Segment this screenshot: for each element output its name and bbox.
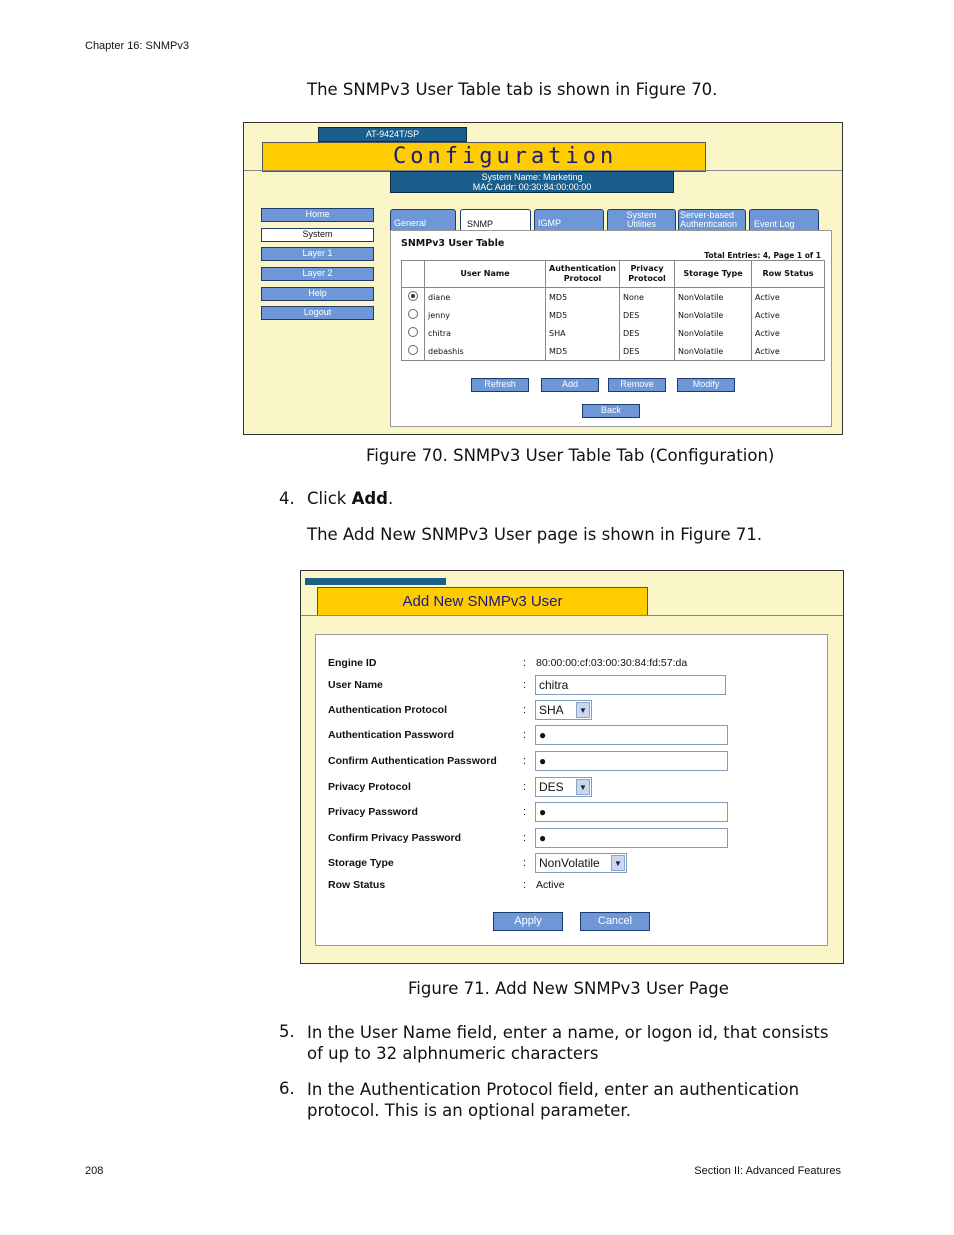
tab-server-auth-label: Server-based Authentication xyxy=(680,210,738,229)
nav-layer1-button[interactable]: Layer 1 xyxy=(261,247,374,261)
radio-button-icon[interactable] xyxy=(408,309,418,319)
nav-home-button[interactable]: Home xyxy=(261,208,374,222)
table-title: SNMPv3 User Table xyxy=(401,238,505,249)
tab-system-utilities-label: System Utilities xyxy=(626,210,657,229)
colon: : xyxy=(523,657,527,669)
col-storage-type: Storage Type xyxy=(675,261,752,288)
modify-button[interactable]: Modify xyxy=(677,378,735,392)
nav-layer2-button[interactable]: Layer 2 xyxy=(261,267,374,281)
system-info xyxy=(390,171,674,193)
row-select[interactable] xyxy=(402,306,425,324)
step-4-text xyxy=(307,489,393,508)
cell-priv: DES xyxy=(620,342,675,360)
figure-71-caption: Figure 71. Add New SNMPv3 User Page xyxy=(408,979,729,998)
auth-password-label: Authentication Password xyxy=(328,729,455,741)
tab-igmp[interactable] xyxy=(534,209,604,231)
step-5-text: In the User Name field, enter a name, or logon id, that consists of up to 32 alphnumeric characters xyxy=(307,1023,829,1063)
step-4-prefix: Click xyxy=(307,489,352,508)
colon: : xyxy=(523,781,527,793)
row-select[interactable] xyxy=(402,288,425,307)
privacy-password-input[interactable]: ● xyxy=(535,802,728,822)
storage-type-label: Storage Type xyxy=(328,857,394,869)
col-user-name: User Name xyxy=(425,261,546,288)
intro-fig70: The SNMPv3 User Table tab is shown in Figure 70. xyxy=(307,80,718,99)
privacy-protocol-value: DES xyxy=(539,780,564,794)
engine-id-label: Engine ID xyxy=(328,657,377,669)
cell-status: Active xyxy=(752,342,825,360)
step-6-text: In the Authentication Protocol field, enter an authentication protocol. This is an optional parameter. xyxy=(307,1080,800,1120)
table-row[interactable] xyxy=(402,288,824,307)
table-row[interactable] xyxy=(402,306,824,324)
add-user-form xyxy=(315,634,828,946)
tab-event-log[interactable] xyxy=(749,209,819,231)
step-4-number: 4. xyxy=(279,489,295,508)
step-4-bold: Add xyxy=(351,489,388,508)
privacy-protocol-select[interactable] xyxy=(535,777,592,797)
col-privacy-protocol: Privacy Protocol xyxy=(620,261,675,288)
storage-type-select[interactable] xyxy=(535,853,627,873)
cell-storage: NonVolatile xyxy=(675,306,752,324)
confirm-privacy-password-input[interactable]: ● xyxy=(535,828,728,848)
col-row-status: Row Status xyxy=(752,261,825,288)
figure-71-screenshot xyxy=(300,570,844,964)
step-5-number: 5. xyxy=(279,1022,295,1041)
table-row[interactable] xyxy=(402,342,824,360)
section-footer: Section II: Advanced Features xyxy=(694,1165,841,1177)
row-status-value: Active xyxy=(536,879,565,891)
radio-button-icon[interactable] xyxy=(408,291,418,301)
select-col-header xyxy=(402,261,425,288)
tab-event-log-label: Event Log xyxy=(754,219,795,229)
cell-user: jenny xyxy=(425,306,546,324)
colon: : xyxy=(523,704,527,716)
divider xyxy=(301,615,843,616)
auth-protocol-select[interactable] xyxy=(535,700,592,720)
radio-button-icon[interactable] xyxy=(408,345,418,355)
tab-general[interactable] xyxy=(390,209,456,231)
tab-igmp-label: IGMP xyxy=(538,218,562,228)
refresh-button[interactable]: Refresh xyxy=(471,378,529,392)
auth-password-input[interactable]: ● xyxy=(535,725,728,745)
chevron-down-icon[interactable]: ▼ xyxy=(576,779,590,795)
cell-storage: NonVolatile xyxy=(675,342,752,360)
tab-general-label: General xyxy=(394,218,427,228)
banner-title: Configuration xyxy=(393,144,618,169)
mac-address: MAC Addr: 00:30:84:00:00:00 xyxy=(472,182,592,192)
auth-protocol-value: SHA xyxy=(539,703,564,717)
cancel-button[interactable]: Cancel xyxy=(580,912,650,931)
colon: : xyxy=(523,832,527,844)
chevron-down-icon[interactable]: ▼ xyxy=(611,855,625,871)
confirm-auth-password-label: Confirm Authentication Password xyxy=(328,755,497,767)
row-select[interactable] xyxy=(402,342,425,360)
apply-button[interactable]: Apply xyxy=(493,912,563,931)
cell-status: Active xyxy=(752,288,825,307)
tab-server-auth[interactable] xyxy=(678,209,746,231)
confirm-privacy-password-label: Confirm Privacy Password xyxy=(328,832,462,844)
colon: : xyxy=(523,879,527,891)
figure-70-caption: Figure 70. SNMPv3 User Table Tab (Configuration) xyxy=(366,446,775,465)
header-strip xyxy=(305,578,446,585)
colon: : xyxy=(523,857,527,869)
engine-id-value: 80:00:00:cf:03:00:30:84:fd:57:da xyxy=(536,657,688,669)
colon: : xyxy=(523,755,527,767)
auth-protocol-label: Authentication Protocol xyxy=(328,704,447,716)
col-auth-protocol: Authentication Protocol xyxy=(546,261,620,288)
table-row[interactable] xyxy=(402,324,824,342)
cell-user: debashis xyxy=(425,342,546,360)
cell-auth: MD5 xyxy=(546,306,620,324)
tab-snmp-label: SNMP xyxy=(467,219,494,229)
confirm-auth-password-input[interactable]: ● xyxy=(535,751,728,771)
tab-snmp[interactable] xyxy=(460,209,531,232)
cell-priv: DES xyxy=(620,324,675,342)
cell-priv: DES xyxy=(620,306,675,324)
privacy-protocol-label: Privacy Protocol xyxy=(328,781,411,793)
intro-fig71: The Add New SNMPv3 User page is shown in Figure 71. xyxy=(307,525,763,544)
privacy-password-label: Privacy Password xyxy=(328,806,418,818)
step-6-number: 6. xyxy=(279,1079,295,1098)
configuration-banner xyxy=(262,142,706,172)
step-4-suffix: . xyxy=(387,489,394,508)
chapter-header: Chapter 16: SNMPv3 xyxy=(85,40,189,52)
cell-priv: None xyxy=(620,288,675,307)
cell-user: chitra xyxy=(425,324,546,342)
cell-auth: SHA xyxy=(546,324,620,342)
user-table-frame xyxy=(401,260,825,361)
chevron-down-icon[interactable]: ▼ xyxy=(576,702,590,718)
system-name: System Name: Marketing xyxy=(481,172,583,182)
cell-auth: MD5 xyxy=(546,288,620,307)
cell-status: Active xyxy=(752,324,825,342)
row-select[interactable] xyxy=(402,324,425,342)
snmp-panel xyxy=(390,230,832,427)
user-name-label: User Name xyxy=(328,679,383,691)
radio-button-icon[interactable] xyxy=(408,327,418,337)
add-user-banner: Add New SNMPv3 User xyxy=(317,587,648,616)
add-button[interactable]: Add xyxy=(541,378,599,392)
colon: : xyxy=(523,679,527,691)
nav-system-button[interactable]: System xyxy=(261,228,374,242)
colon: : xyxy=(523,806,527,818)
remove-button[interactable]: Remove xyxy=(608,378,666,392)
nav-help-button[interactable]: Help xyxy=(261,287,374,301)
cell-storage: NonVolatile xyxy=(675,288,752,307)
cell-user: diane xyxy=(425,288,546,307)
page-number: 208 xyxy=(85,1165,104,1177)
cell-status: Active xyxy=(752,306,825,324)
model-tab: AT-9424T/SP xyxy=(318,127,467,142)
nav-logout-button[interactable]: Logout xyxy=(261,306,374,320)
total-entries: Total Entries: 4, Page 1 of 1 xyxy=(704,251,821,260)
figure-70-screenshot xyxy=(243,122,843,435)
cell-auth: MD5 xyxy=(546,342,620,360)
row-status-label: Row Status xyxy=(328,879,386,891)
tab-system-utilities[interactable] xyxy=(607,209,676,231)
back-button[interactable]: Back xyxy=(582,404,640,418)
colon: : xyxy=(523,729,527,741)
user-name-input[interactable]: chitra xyxy=(535,675,726,695)
cell-storage: NonVolatile xyxy=(675,324,752,342)
user-table xyxy=(402,261,824,360)
storage-type-value: NonVolatile xyxy=(539,856,600,870)
